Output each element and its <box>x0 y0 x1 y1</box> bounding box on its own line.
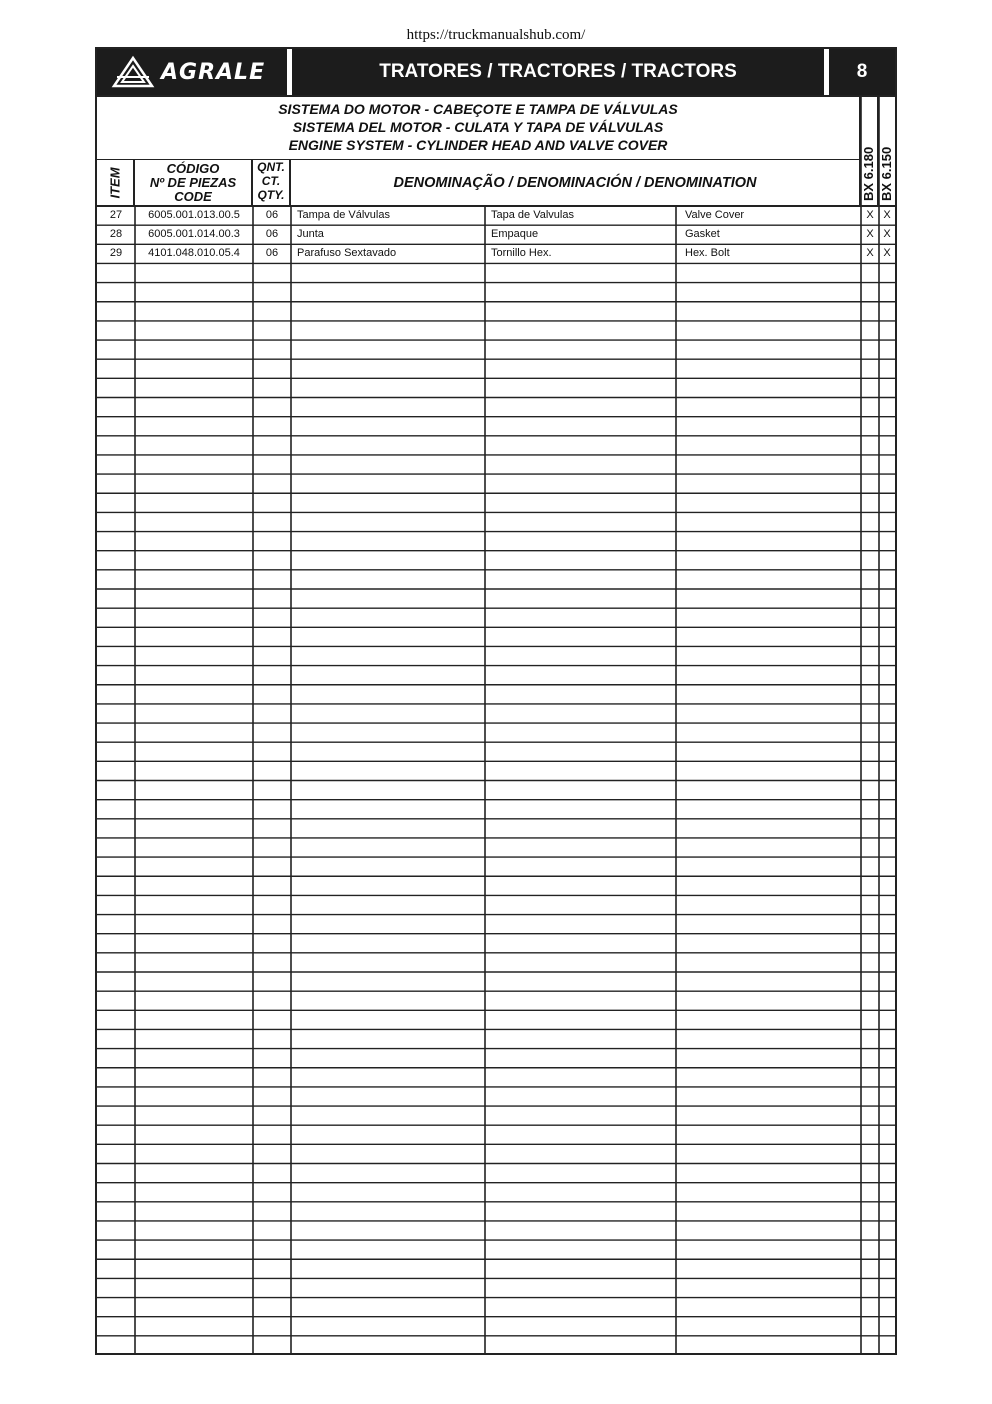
header-code-pt: CÓDIGO <box>166 161 220 176</box>
cell-pt: Tampa de Válvulas <box>297 209 390 221</box>
cell-pt: Parafuso Sextavado <box>297 247 397 260</box>
cell-qty: 06 <box>265 247 279 260</box>
header-qty-pt: QNT. <box>257 160 285 174</box>
cell-code: 4101.048.010.05.4 <box>148 247 240 260</box>
model-label: BX 6.180 <box>861 146 876 201</box>
cell-item: 28 <box>109 228 123 241</box>
cell-es: Empaque <box>491 228 539 241</box>
header-code-en: CODE <box>174 189 212 204</box>
cell-item: 27 <box>109 209 123 221</box>
header-denomination: DENOMINAÇÃO / DENOMINACIÓN / DENOMINATION <box>393 175 757 191</box>
cell-code: 6005.001.013.00.5 <box>148 209 240 221</box>
model-label: BX 6.150 <box>879 146 894 201</box>
system-title-pt: SISTEMA DO MOTOR - CABEÇOTE E TAMPA DE VÁLVULAS <box>278 101 678 117</box>
cell-m2: X <box>883 247 891 260</box>
cell-es: Tapa de Valvulas <box>491 209 574 221</box>
system-title-en: ENGINE SYSTEM - CYLINDER HEAD AND VALVE COVER <box>288 137 668 153</box>
page-title: TRATORES / TRACTORES / TRACTORS <box>379 61 737 82</box>
cell-pt: Junta <box>297 228 324 241</box>
parts-sheet <box>95 47 897 1355</box>
system-title-es: SISTEMA DEL MOTOR - CULATA Y TAPA DE VÁLVULAS <box>292 119 664 135</box>
cell-en: Gasket <box>685 228 720 241</box>
cell-qty: 06 <box>265 228 279 241</box>
cell-es: Tornillo Hex. <box>491 247 552 260</box>
cell-code: 6005.001.014.00.3 <box>148 228 240 241</box>
cell-qty: 06 <box>265 209 279 221</box>
cell-en: Hex. Bolt <box>685 247 730 260</box>
header-qty-en: QTY. <box>257 188 285 202</box>
page-number: 8 <box>856 61 868 82</box>
cell-item: 29 <box>109 247 123 260</box>
cell-m2: X <box>883 209 891 221</box>
cell-m1: X <box>866 228 874 241</box>
source-url: https://truckmanualshub.com/ <box>406 27 586 43</box>
brand-name: AGRALE <box>161 59 266 85</box>
header-qty-es: CT. <box>261 174 281 188</box>
header-code-es: Nº DE PIEZAS <box>149 175 237 190</box>
cell-m2: X <box>883 228 891 241</box>
cell-en: Valve Cover <box>685 209 745 221</box>
header-item-label: ITEM <box>107 167 123 199</box>
cell-m1: X <box>866 209 874 221</box>
cell-m1: X <box>866 247 874 260</box>
